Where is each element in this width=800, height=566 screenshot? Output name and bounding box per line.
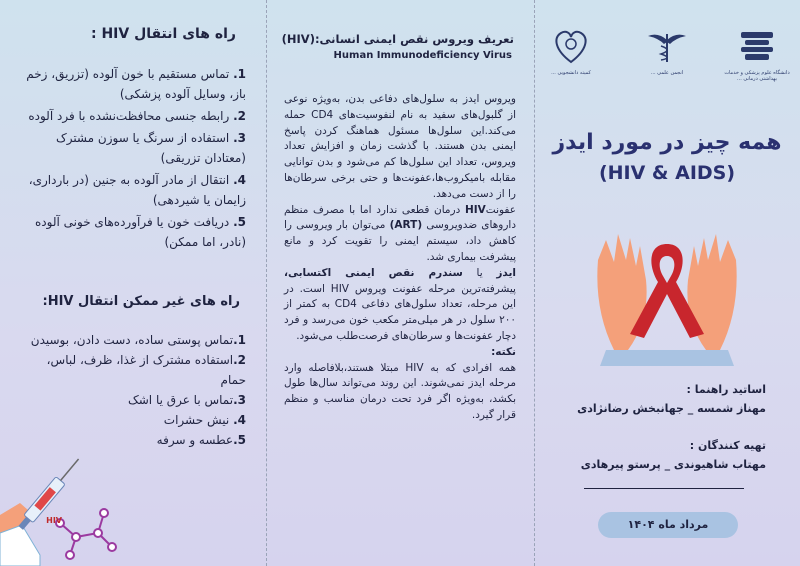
university-logo bbox=[722, 28, 792, 82]
item-text: تماس با عرق یا اشک bbox=[128, 393, 234, 407]
divider bbox=[584, 488, 744, 489]
item-number: 5. bbox=[233, 433, 246, 447]
note-label-text: نکته: bbox=[491, 345, 516, 358]
item-number: 3. bbox=[233, 393, 246, 407]
syringe-label: HIV bbox=[46, 516, 62, 525]
definition-body bbox=[284, 92, 516, 424]
text-run-bold: (ART) bbox=[389, 219, 423, 232]
fold-line bbox=[534, 0, 535, 566]
item-text: تماس پوستی ساده، دست دادن، بوسیدن bbox=[30, 333, 234, 347]
date-pill: مرداد ماه ۱۴۰۴ bbox=[598, 512, 738, 538]
non-transmission-list bbox=[18, 330, 246, 450]
spacer bbox=[546, 418, 766, 436]
item-text: تماس مستقیم با خون آلوده (تزریق، زخم باز، وسایل آلوده پزشکی) bbox=[26, 67, 246, 101]
ribbon-hands-illustration bbox=[584, 200, 750, 366]
list-item bbox=[18, 64, 246, 104]
definition-title: تعریف ویروس نقص ایمنی انسانی:(HIV) bbox=[281, 32, 514, 46]
item-number: 1. bbox=[233, 67, 246, 81]
definition-subtitle: Human Immunodeficiency Virus bbox=[333, 50, 512, 61]
university-icon bbox=[735, 28, 779, 64]
note-label bbox=[284, 345, 516, 361]
item-number: 2. bbox=[233, 353, 246, 367]
text-run: یا bbox=[462, 266, 497, 279]
logo-caption: انجمن علمی ... bbox=[650, 70, 684, 76]
credits bbox=[546, 380, 766, 474]
supervisors-names: مهناز شمسه _ جهانبخش رضانژادی bbox=[577, 402, 766, 415]
item-number: 2. bbox=[233, 109, 246, 123]
item-text: انتقال از مادر آلوده به جنین (در بارداری، زایمان یا شیردهی) bbox=[28, 173, 246, 207]
item-text: دریافت خون یا فرآورده‌های خونی آلوده (نادر، اما ممکن) bbox=[35, 215, 246, 249]
text-run: عفونت bbox=[485, 203, 516, 216]
logo-caption: دانشگاه علوم پزشکی و خدمات بهداشتی درمانی ... bbox=[724, 70, 790, 82]
list-item bbox=[18, 106, 246, 126]
heart-icon bbox=[551, 28, 591, 64]
list-item bbox=[18, 128, 246, 168]
caduceus-icon bbox=[644, 28, 690, 64]
text-run: می‌توان بار ویروسی را کاهش داد، سیستم ایمنی را تقویت کرد و مانع پیشرفت بیماری شد. bbox=[284, 219, 516, 263]
item-number: 4. bbox=[233, 413, 246, 427]
logo-row bbox=[534, 28, 800, 88]
fold-line bbox=[266, 0, 267, 566]
cover-subtitle: (HIV & AIDS) bbox=[598, 162, 736, 184]
list-item bbox=[18, 430, 246, 450]
paragraph: ویروس ایدز به سلول‌های دفاعی بدن، به‌ویژه نوعی از گلبول‌های سفید به نام لنفوسیت‌های CD4 حمله می‌کند.این سلول‌ها مسئول هماهنگ کردن پاسخ ایمنی بدن هستند. با گذشت زمان و افزایش تعداد ویروس، تعداد این سلول‌ها کم می‌شود و بدن توانایی مقابله با‌میکروب‌ها،عفونت‌ها و حتی برخی سرطان‌ها را از دست می‌دهد. bbox=[284, 93, 516, 200]
paragraph bbox=[284, 203, 516, 266]
syringe-illustration bbox=[0, 455, 150, 566]
item-text: استفاده مشترک از غذا، ظرف، لباس، حمام bbox=[46, 353, 246, 387]
text-run-bold: ایدز bbox=[496, 266, 516, 279]
logo-caption: کمیته دانشجویی ... bbox=[551, 70, 591, 76]
caduceus-logo bbox=[632, 28, 702, 76]
sleeve-shape bbox=[0, 525, 40, 566]
list-item bbox=[18, 212, 246, 252]
panel-definition bbox=[266, 0, 534, 566]
molecule-icon bbox=[56, 509, 116, 559]
heart-logo bbox=[536, 28, 606, 76]
item-number: 4. bbox=[233, 173, 246, 187]
item-text: رابطه جنسی محافظت‌نشده با فرد آلوده bbox=[28, 109, 230, 123]
item-text: استفاده از سرنگ یا سوزن مشترک (معتادان تزریقی) bbox=[55, 131, 246, 165]
item-number: 3. bbox=[233, 131, 246, 145]
text-run-bold: سندرم نقص ایمنی اکتسابی، bbox=[284, 266, 463, 279]
text-run: درمان قطعی ندارد اما با مصرف منظم داروهای ضدویروسی bbox=[284, 203, 516, 232]
text-run-bold: HIV bbox=[464, 203, 486, 216]
item-number: 1. bbox=[233, 333, 246, 347]
panel-transmission bbox=[0, 0, 266, 566]
list-item bbox=[18, 350, 246, 390]
list-item bbox=[18, 330, 246, 350]
authors-names: مهتاب شاهیوندی _ پرستو پیرهادی bbox=[580, 458, 766, 471]
transmission-list bbox=[18, 64, 246, 254]
text-run: پیشرفته‌ترین مرحله عفونت ویروس HIV است. در این مرحله، تعداد سلول‌های دفاعی CD4 به کمتر از ۲۰۰ سلول در هر میلی‌متر مکعب خون می‌رسد و فرد دچار عفونت‌ها و سرطان‌های فرصت‌طلب می‌شود. bbox=[284, 282, 516, 342]
cuff-shape bbox=[600, 350, 734, 366]
list-item bbox=[18, 390, 246, 410]
list-item bbox=[18, 170, 246, 210]
item-text: نیش حشرات bbox=[163, 413, 230, 427]
authors-label: تهیه کنندگان : bbox=[689, 439, 766, 452]
item-number: 5. bbox=[233, 215, 246, 229]
supervisors-label: اساتید راهنما : bbox=[686, 383, 766, 396]
panel-cover bbox=[534, 0, 800, 566]
note-text: همه افرادی که به HIV مبتلا هستند،بلافاصله وارد مرحله ایدز نمی‌شوند. این روند می‌تواند سال‌ها طول بکشد، به‌ویژه اگر فرد تحت درمان مناسب و منظم قرار گیرد. bbox=[284, 361, 517, 421]
paragraph bbox=[284, 266, 516, 345]
cover-title: همه چیز در مورد ایدز bbox=[552, 130, 782, 155]
heading-transmission: راه های انتقال HIV : bbox=[90, 26, 236, 42]
list-item bbox=[18, 410, 246, 430]
item-text: عطسه و سرفه bbox=[156, 433, 234, 447]
heading-non-transmission: راه های غیر ممکن انتقال HIV: bbox=[42, 294, 240, 309]
